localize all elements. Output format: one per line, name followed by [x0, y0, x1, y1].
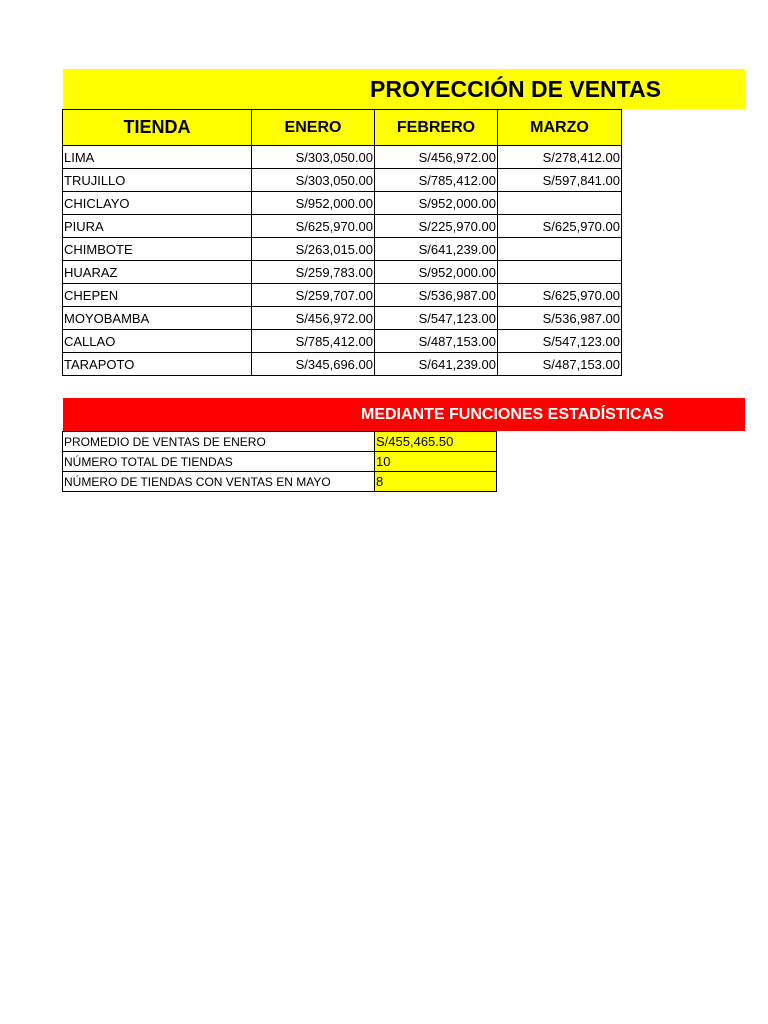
marzo-cell[interactable]: S/536,987.00	[498, 307, 622, 330]
marzo-cell[interactable]: S/547,123.00	[498, 330, 622, 353]
enero-cell[interactable]: S/345,696.00	[252, 353, 375, 376]
table-row	[63, 146, 622, 169]
store-cell[interactable]: CHEPEN	[63, 284, 252, 307]
marzo-cell[interactable]: S/625,970.00	[498, 284, 622, 307]
febrero-cell[interactable]: S/547,123.00	[375, 307, 498, 330]
table-row	[63, 169, 622, 192]
enero-cell[interactable]: S/259,707.00	[252, 284, 375, 307]
table-row	[63, 353, 622, 376]
febrero-cell[interactable]: S/952,000.00	[375, 192, 498, 215]
febrero-cell[interactable]: S/641,239.00	[375, 353, 498, 376]
header-tienda[interactable]: TIENDA	[63, 110, 252, 146]
marzo-cell[interactable]: S/278,412.00	[498, 146, 622, 169]
febrero-cell[interactable]: S/785,412.00	[375, 169, 498, 192]
table-row	[63, 215, 622, 238]
stat-label[interactable]: NÚMERO TOTAL DE TIENDAS	[63, 452, 375, 472]
header-row	[63, 110, 622, 146]
stat-label[interactable]: PROMEDIO DE VENTAS DE ENERO	[63, 432, 375, 452]
enero-cell[interactable]: S/303,050.00	[252, 146, 375, 169]
store-cell[interactable]: HUARAZ	[63, 261, 252, 284]
store-cell[interactable]: CHICLAYO	[63, 192, 252, 215]
febrero-cell[interactable]: S/952,000.00	[375, 261, 498, 284]
febrero-cell[interactable]: S/487,153.00	[375, 330, 498, 353]
stats-row	[63, 472, 497, 492]
febrero-cell[interactable]: S/536,987.00	[375, 284, 498, 307]
store-cell[interactable]: CALLAO	[63, 330, 252, 353]
title-banner	[63, 69, 745, 109]
marzo-cell[interactable]: S/487,153.00	[498, 353, 622, 376]
store-cell[interactable]: PIURA	[63, 215, 252, 238]
header-marzo[interactable]: MARZO	[498, 110, 622, 146]
enero-cell[interactable]: S/303,050.00	[252, 169, 375, 192]
store-cell[interactable]: MOYOBAMBA	[63, 307, 252, 330]
stat-value[interactable]: S/455,465.50	[375, 432, 497, 452]
febrero-cell[interactable]: S/225,970.00	[375, 215, 498, 238]
table-row	[63, 330, 622, 353]
enero-cell[interactable]: S/952,000.00	[252, 192, 375, 215]
sheet-title: PROYECCIÓN DE VENTAS	[370, 76, 661, 102]
febrero-cell[interactable]: S/641,239.00	[375, 238, 498, 261]
sales-table	[62, 109, 622, 376]
header-febrero[interactable]: FEBRERO	[375, 110, 498, 146]
header-enero[interactable]: ENERO	[252, 110, 375, 146]
store-cell[interactable]: TRUJILLO	[63, 169, 252, 192]
enero-cell[interactable]: S/259,783.00	[252, 261, 375, 284]
enero-cell[interactable]: S/785,412.00	[252, 330, 375, 353]
table-row	[63, 192, 622, 215]
marzo-cell[interactable]	[498, 261, 622, 284]
marzo-cell[interactable]: S/625,970.00	[498, 215, 622, 238]
marzo-cell[interactable]: S/597,841.00	[498, 169, 622, 192]
enero-cell[interactable]: S/263,015.00	[252, 238, 375, 261]
table-row	[63, 261, 622, 284]
enero-cell[interactable]: S/625,970.00	[252, 215, 375, 238]
stats-banner	[63, 398, 745, 431]
enero-cell[interactable]: S/456,972.00	[252, 307, 375, 330]
stat-value[interactable]: 8	[375, 472, 497, 492]
table-row	[63, 238, 622, 261]
stats-row	[63, 432, 497, 452]
stats-table	[62, 431, 497, 492]
store-cell[interactable]: TARAPOTO	[63, 353, 252, 376]
table-row	[63, 307, 622, 330]
stats-title: MEDIANTE FUNCIONES ESTADÍSTICAS	[361, 406, 664, 423]
table-row	[63, 284, 622, 307]
stat-label[interactable]: NÚMERO DE TIENDAS CON VENTAS EN MAYO	[63, 472, 375, 492]
store-cell[interactable]: LIMA	[63, 146, 252, 169]
febrero-cell[interactable]: S/456,972.00	[375, 146, 498, 169]
marzo-cell[interactable]	[498, 238, 622, 261]
marzo-cell[interactable]	[498, 192, 622, 215]
store-cell[interactable]: CHIMBOTE	[63, 238, 252, 261]
stat-value[interactable]: 10	[375, 452, 497, 472]
stats-row	[63, 452, 497, 472]
